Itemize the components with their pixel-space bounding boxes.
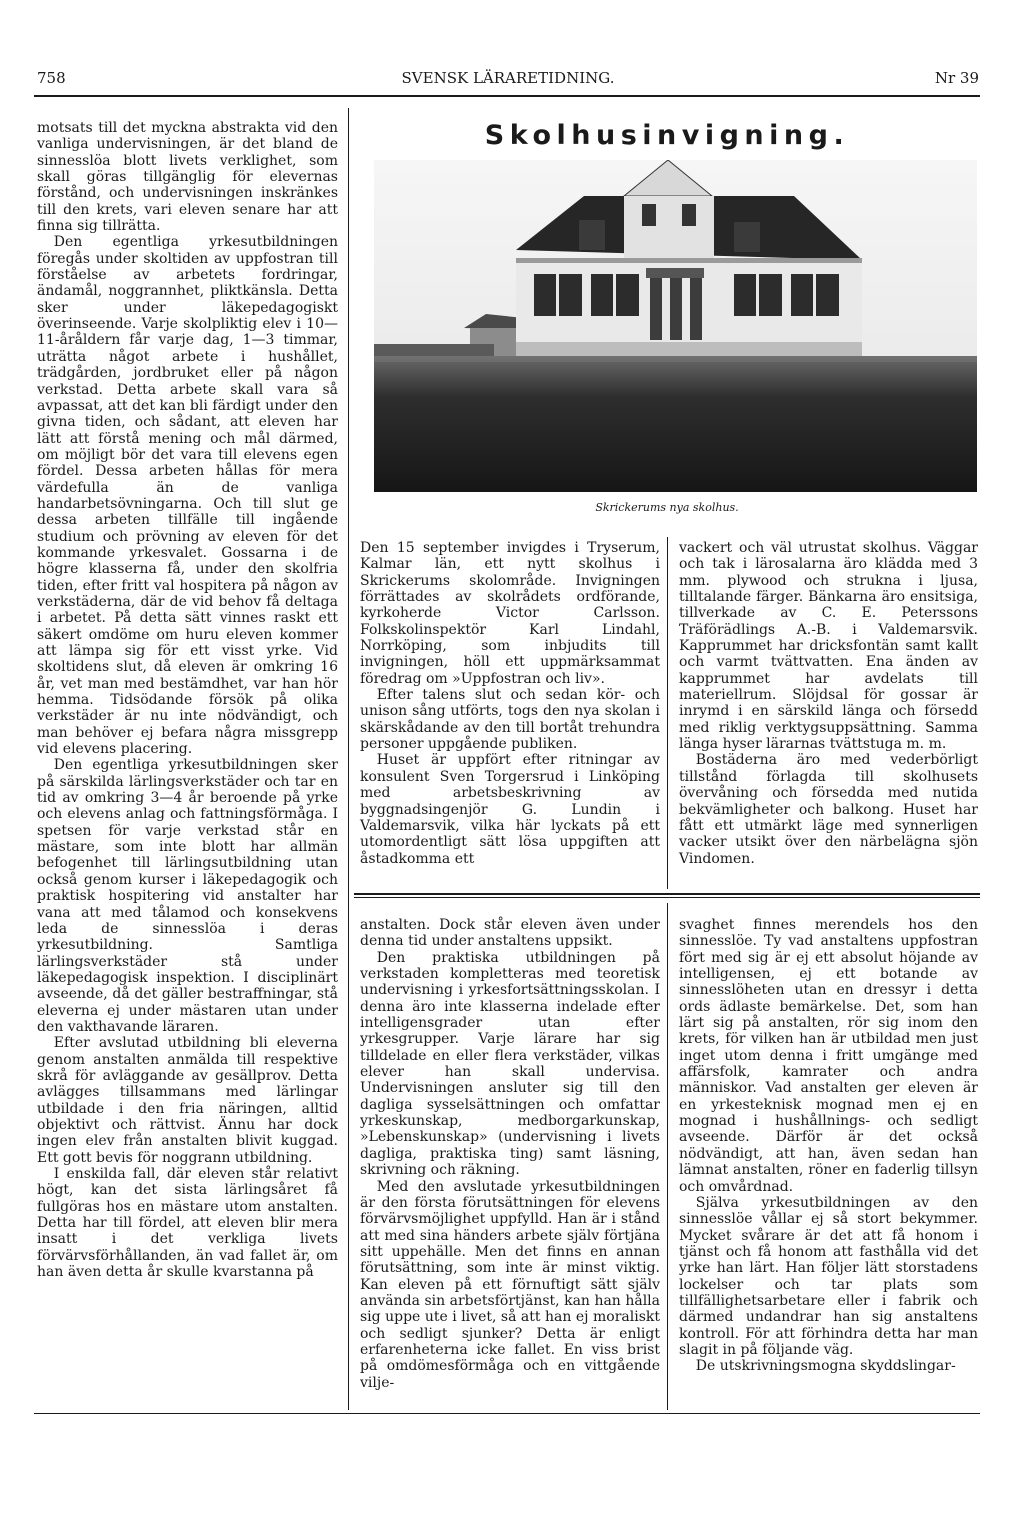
paragraph: Den praktiska utbildningen på verkstaden kompletteras med teoretisk undervisning i yrkesfortsättningsskolan. I denna äro inte klasserna indelade efter intelligensgrader utan efter yrkesgrupper. Varje lärare har sig tilldelade en eller flera verkstäder, vilkas elever han skall undervisa. Undervisningen ansluter sig till den dagliga sysselsättningen och omfattar yrkeskunskap, medborgarkunskap, »Lebenskunskap» (undervisning i livets dagliga, praktiska ting) samt läsning, skrivning och räkning. [360,949,660,1179]
paragraph: svaghet finnes merendels hos den sinnesslöe. Ty vad anstaltens uppfostran fört med sig är ej ett absolut höjande av intelligensen, ej ett botande av sinnesslöheten utan en dressyr i detta ords ädlaste bemärkelse. Det, som han lärt sig på anstalten, rör sig inom den krets, för vilken han är utbildad men just inget utom denna i fritt umgänge med affärsfolk, kamrater och andra människor. Vad anstalten ger eleven är en yrkesteknisk mognad men ej en mognad i hushållnings- och sedligt avseende. Därför är det också nödvändigt, att han, även sedan han lämnat anstalten, röner en faderlig tillsyn och omvårdnad. [679,917,978,1195]
photo-caption: Skrickerums nya skolhus. [595,501,739,514]
right-column [679,917,978,1375]
article-title: Skolhusinvigning. [484,120,850,151]
column-rule-left [348,108,349,1410]
paragraph: Med den avslutade yrkesutbildningen är den första förutsättningen för elevens förvärvsmöjlighet uppfylld. Han är i stånd att med sina händers arbete själv förtjäna sitt uppehälle. Men det finns en annan förutsättning, som inte är minst viktig. Kan eleven på ett förnuftigt sätt själv använda sin arbetsförtjänst, kan han hålla sig uppe ute i livet, så att han ej moraliskt och sedligt sjunker? Detta är enligt erfarenheterna icke fallet. En viss brist på omdömesförmåga och en vittgående vilje- [360,1178,660,1391]
paragraph: Själva yrkesutbildningen av den sinnesslöe vållar ej så stort bekymmer. Mycket svårare är det att få honom i tjänst och få honom att fasthålla vid det yrke han lärt. Han följer lätt storstadens lockelser och tar plats som tillfällighetsarbetare eller i fabrik och därmed undandrar han sig anstaltens kontroll. För att förhindra detta har man slagit in på följande väg. [679,1194,978,1358]
paragraph: Den 15 september invigdes i Tryserum, Kalmar län, ett nytt skolhus i Skrickerums skolområde. Invigningen förrättades av skolrådets ordförande, kyrkoherde Victor Carlsson. Folkskolinspektör Karl Lindahl, Norrköping, som inbjudits till invigningen, höll ett uppmärksammat föredrag om »Uppfostran och liv». [360,540,660,687]
paragraph: motsats till det myckna abstrakta vid den vanliga undervisningen, är det bland de sinnesslöa blott livets verklighet, som skall göras tillgänglig för elevernas förstånd, och undervisningen inskränkes till den krets, vari eleven senare har att finna sig tillrätta. [37,120,338,235]
page-number: 758 [37,69,66,87]
column-rule-right [667,903,668,1410]
article-end-rule-thin [354,897,980,898]
column-rule-article [667,537,668,889]
paragraph: anstalten. Dock står eleven även under denna tid under anstaltens uppsikt. [360,917,660,950]
middle-column [360,917,660,1391]
article-end-rule [354,893,980,895]
issue-number: Nr 39 [934,69,979,87]
paragraph: vackert och väl utrustat skolhus. Väggar och tak i lärosalarna äro klädda med 3 mm. plywood och strukna i ljusa, tilltalande färger. Bänkarna äro ensitsiga, tillverkade av C. E. Peterssons Träförädlings A.-B. i Valdemarsvik. Kapprummet har dricksfontän samt kallt och varmt tvättvatten. Ena änden av kapprummet har avdelats till materiellrum. Slöjdsal för gossar är inrymd i en särskild länga och försedd med riklig verktygsuppsättning. Samma länga hyser lärarnas tvättstuga m. m. [679,540,978,753]
article-column-1 [360,540,660,867]
paragraph: Efter avslutad utbildning bli eleverna genom anstalten anmälda till respektive skrå för avläggande av gesällprov. Detta avlägges tillsammans med lärlingar utbildade i den fria näringen, alltid objektivt och rättvist. Ännu har dock ingen elev från anstalten blivit kuggad. Ett gott bevis för noggrann utbildning. [37,1035,338,1166]
paragraph: Den egentliga yrkesutbildningen föregås under skoltiden av uppfostran till förståelse av arbetets fordringar, ändamål, noggrannhet, pliktkänsla. Detta sker under läkepedagogiskt överinseende. Varje skolpliktig elev i 10—11-åråldern får varje dag, 1—3 timmar, uträtta något arbete i hushållet, trädgården, jordbruket eller på någon verkstad. Detta arbete skall vara så avpassat, att det kan bli färdigt under den givna tiden, och sådant, att eleven har lätt att förstå mening och mål därmed, om möjligt bör det vara till elevens egen fördel. Dessa arbeten hållas för mera värdefulla än de vanliga handarbetsövningarna. Och till slut ge dessa arbeten tillfälle till ingående studium och prövning av eleven för det kommande yrkesvalet. Gossarna i de högre klasserna få, under den skolfria tiden, efter fritt val hospitera på någon av verkstäderna, där de vid behov få deltaga i arbetet. På detta sätt vinnes raskt ett säkert omdöme om huru eleven kommer att lämpa sig för ett visst yrke. Vid skoltidens slut, då eleven är omkring 16 år, vet man med bestämdhet, var han hör hemma. Tidsödande försök på olika verkstäder är nu inte nödvändigt, och man behöver ej befara några missgrepp vid elevens placering. [37,234,338,758]
schoolhouse-illustration [374,160,977,492]
journal-title: SVENSK LÄRARETIDNING. [401,69,615,87]
paragraph: Efter talens slut och sedan kör- och unison sång utförts, togs den nya skolan i skärskådande av den till bortåt trehundra personer uppgående publiken. [360,687,660,753]
paragraph: Bostäderna äro med vederbörligt tillstånd förlagda till skolhusets övervåning och försedda med nutida bekvämligheter och balkong. Huset har fått ett utmärkt läge med synnerligen vacker utsikt över den närbelägna sjön Vindomen. [679,752,978,867]
footer-rule [34,1413,980,1414]
header-rule [34,95,980,97]
article-column-2 [679,540,978,867]
schoolhouse-photo [374,160,977,492]
paragraph: Den egentliga yrkesutbildningen sker på särskilda lärlingsverkstäder och tar en tid av omkring 3—4 år beroende på yrke och elevens anlag och fattningsförmåga. I spetsen för varje verkstad står en mästare, som inte blott har allmän befogenhet till lärlingsutbildning utan också genom kurser i läkepedagogik och praktisk hospitering vid anstalter har vana att med tålamod och konsekvens leda de sinnesslöa i deras yrkesutbildning. Samtliga lärlingsverkstäder stå under läkepedagogisk inspektion. I disciplinärt avseende, då det gäller bestraffningar, stå eleverna ej under mästaren utan under den vakthavande läraren. [37,757,338,1035]
paragraph: Huset är uppfört efter ritningar av konsulent Sven Torgersrud i Linköping med arbetsbeskrivning av byggnadsingenjör G. Lundin i Valdemarsvik, vilka här lyckats på ett utomordentligt sätt lösa uppgiften att åstadkomma ett [360,752,660,867]
paragraph: I enskilda fall, där eleven står relativt högt, kan det sista lärlingsåret få fullgöras hos en mästare utom anstalten. Detta har till fördel, att eleven blir mera insatt i det verkliga livets förvärvsförhållanden, än vad fallet är, om han även detta år skulle kvarstanna på [37,1166,338,1281]
paragraph: De utskrivningsmogna skyddslingar- [695,1358,956,1375]
left-column [37,120,338,1280]
